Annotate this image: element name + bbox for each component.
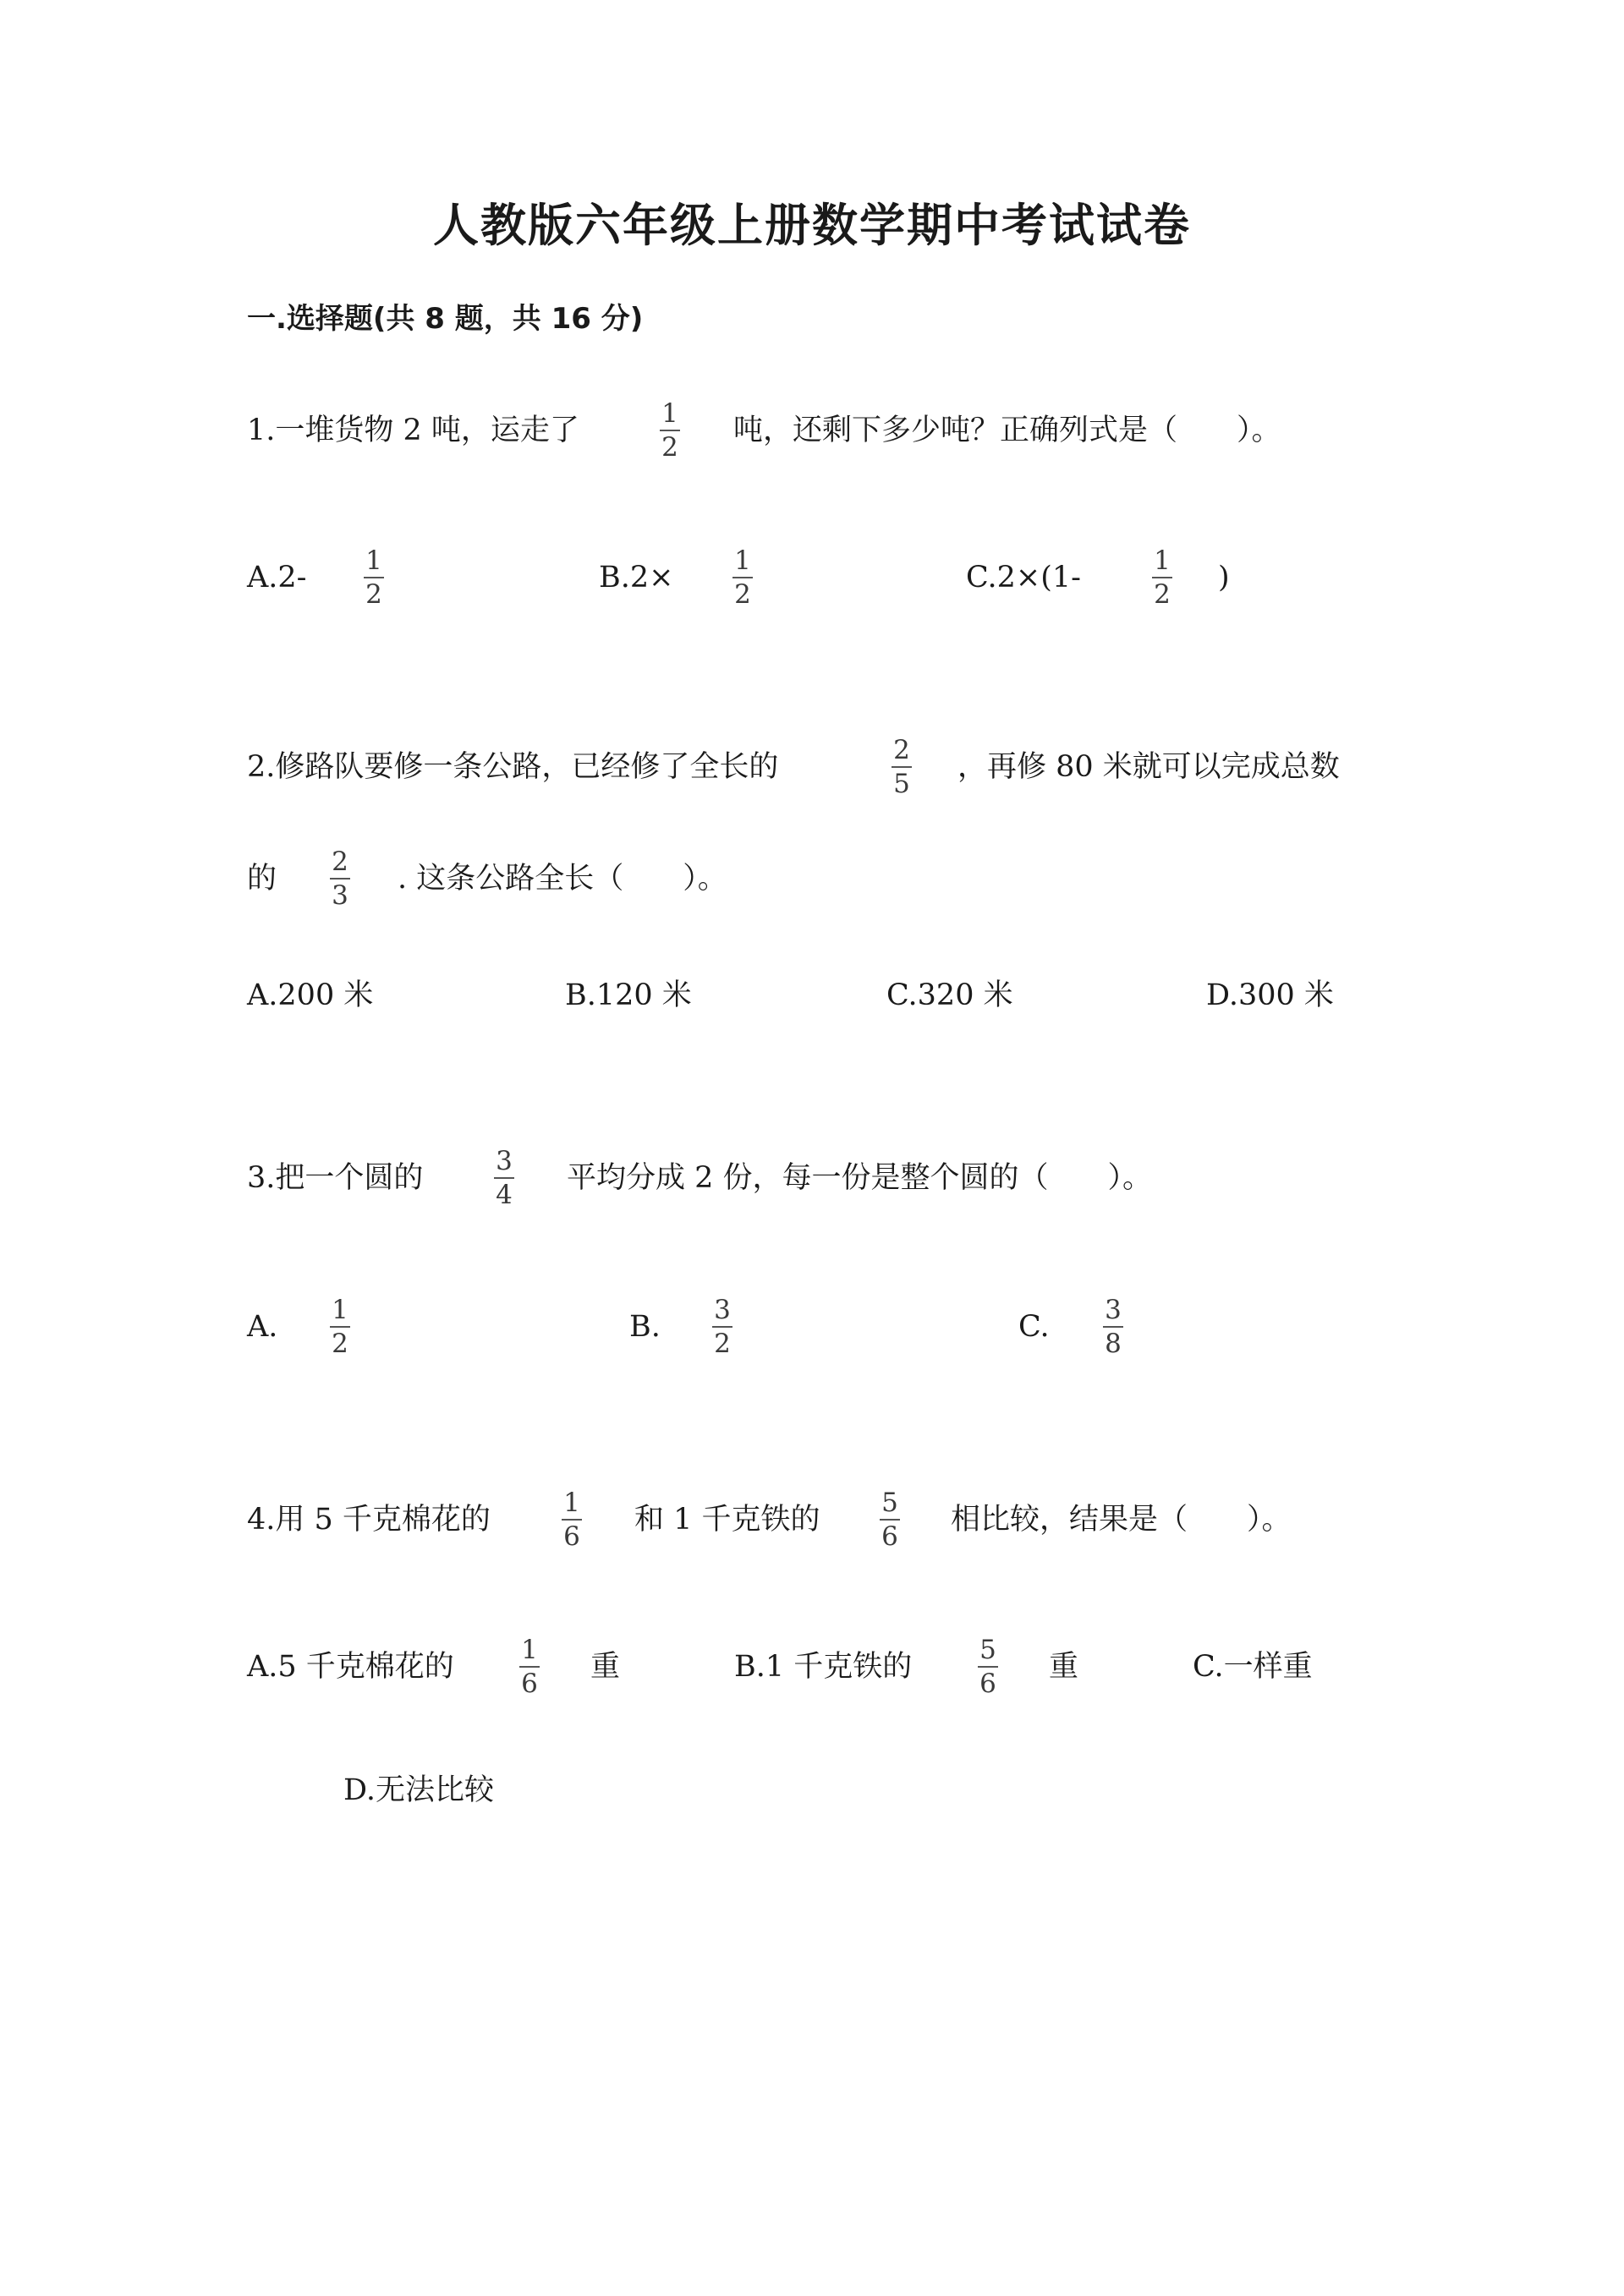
- question-2-option-b[interactable]: B.120 米: [565, 978, 692, 1012]
- question-3-option-c-fraction: [1103, 1297, 1123, 1357]
- fraction-numerator: 5: [979, 1635, 996, 1665]
- question-1-option-b[interactable]: B.2×: [599, 561, 674, 595]
- page-title: 人教版六年级上册数学期中考试试卷: [433, 199, 1191, 252]
- fraction-denominator: 6: [979, 1669, 996, 1699]
- fraction-numerator: 1: [365, 545, 382, 576]
- question-1-option-c-suffix: ): [1218, 561, 1230, 595]
- question-3-option-a[interactable]: A.: [247, 1310, 278, 1344]
- question-4-stem-fraction-2: [880, 1490, 900, 1550]
- question-3-stem-fraction: [494, 1148, 514, 1208]
- question-3-option-a-fraction: [330, 1297, 350, 1357]
- question-3-stem-part-1: 3.把一个圆的: [247, 1161, 424, 1195]
- question-3-option-b[interactable]: B.: [629, 1310, 661, 1344]
- fraction-numerator: 3: [1105, 1295, 1122, 1325]
- fraction-denominator: 2: [661, 432, 678, 463]
- question-4-option-d[interactable]: D.无法比较: [343, 1773, 494, 1807]
- fraction-denominator: 2: [365, 579, 382, 610]
- question-2-stem-fraction-1: [892, 737, 912, 797]
- fraction-denominator: 4: [496, 1180, 513, 1210]
- question-4-option-a[interactable]: A.5 千克棉花的: [247, 1650, 454, 1684]
- fraction-numerator: 1: [734, 545, 751, 576]
- question-2-stem-part-4: . 这条公路全长（ ）。: [398, 862, 727, 896]
- fraction-numerator: 1: [332, 1295, 348, 1325]
- fraction-numerator: 5: [881, 1488, 898, 1518]
- question-3-option-b-fraction: [712, 1297, 732, 1357]
- question-1-option-a-fraction: [364, 545, 384, 610]
- question-1-option-b-fraction: [732, 545, 753, 610]
- fraction-numerator: 1: [661, 398, 678, 429]
- question-3-stem-part-2: 平均分成 2 份，每一份是整个圆的（ ）。: [567, 1161, 1153, 1195]
- question-4-option-c[interactable]: C.一样重: [1193, 1650, 1313, 1684]
- fraction-denominator: 8: [1105, 1329, 1122, 1359]
- question-1-stem-fraction: [660, 398, 680, 463]
- question-4-option-b[interactable]: B.1 千克铁的: [734, 1650, 913, 1684]
- question-4-stem-fraction-1: [562, 1490, 582, 1550]
- fraction-denominator: 6: [881, 1521, 898, 1552]
- question-4-stem-part-2: 和 1 千克铁的: [634, 1503, 820, 1537]
- fraction-numerator: 1: [521, 1635, 538, 1665]
- fraction-denominator: 2: [1154, 579, 1171, 610]
- fraction-denominator: 2: [734, 579, 751, 610]
- question-4-option-a-suffix: 重: [590, 1650, 621, 1684]
- fraction-denominator: 3: [332, 880, 348, 911]
- question-2-stem-part-1: 2.修路队要修一条公路，已经修了全长的: [247, 750, 779, 784]
- question-1-option-c-fraction: [1152, 545, 1172, 610]
- question-1-stem-part-2: 吨，还剩下多少吨？正确列式是（ ）。: [733, 414, 1281, 447]
- question-4-stem-part-1: 4.用 5 千克棉花的: [247, 1503, 491, 1537]
- fraction-numerator: 3: [714, 1295, 731, 1325]
- fraction-denominator: 6: [521, 1669, 538, 1699]
- question-4-option-a-fraction: [519, 1637, 540, 1697]
- question-2-stem-part-3: 的: [247, 862, 277, 896]
- fraction-denominator: 2: [332, 1329, 348, 1359]
- question-2-option-c[interactable]: C.320 米: [886, 978, 1013, 1012]
- section-heading: 一.选择题(共 8 题，共 16 分): [247, 302, 644, 336]
- fraction-numerator: 1: [563, 1488, 580, 1518]
- question-2-stem-fraction-2: [330, 849, 350, 909]
- fraction-numerator: 3: [496, 1146, 513, 1176]
- fraction-denominator: 2: [714, 1329, 731, 1359]
- fraction-denominator: 5: [893, 769, 910, 799]
- question-2-stem-part-2: ，再修 80 米就可以完成总数: [957, 750, 1340, 784]
- question-3-option-c[interactable]: C.: [1018, 1310, 1050, 1344]
- fraction-numerator: 2: [332, 847, 348, 877]
- question-2-option-d[interactable]: D.300 米: [1206, 978, 1334, 1012]
- question-1-option-a[interactable]: A.2-: [247, 561, 307, 595]
- question-4-option-b-fraction: [978, 1637, 998, 1697]
- question-4-option-b-suffix: 重: [1049, 1650, 1079, 1684]
- question-2-option-a[interactable]: A.200 米: [247, 978, 374, 1012]
- question-1-option-c[interactable]: C.2×(1-: [966, 561, 1082, 595]
- fraction-numerator: 2: [893, 735, 910, 765]
- fraction-denominator: 6: [563, 1521, 580, 1552]
- fraction-numerator: 1: [1154, 545, 1171, 576]
- question-1-stem-part-1: 1.一堆货物 2 吨，运走了: [247, 414, 579, 447]
- question-4-stem-part-3: 相比较，结果是（ ）。: [951, 1503, 1292, 1537]
